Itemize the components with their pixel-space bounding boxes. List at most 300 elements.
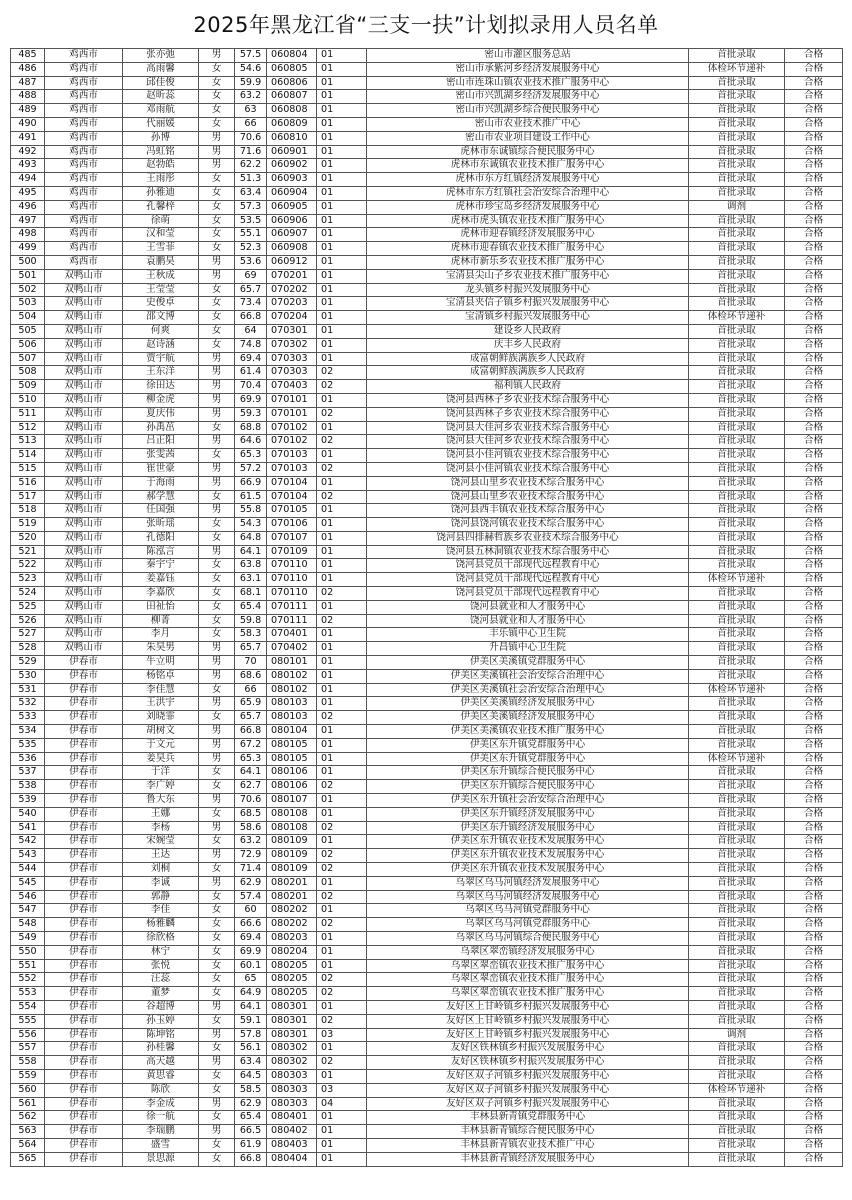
- name-cell: 柳菁: [123, 614, 199, 628]
- unit-cell: 伊美区东升镇农业技术发展服务中心: [367, 849, 689, 863]
- gender-cell: 女: [199, 90, 235, 104]
- gender-cell: 女: [199, 449, 235, 463]
- city-cell: 伊春市: [45, 1138, 123, 1152]
- post-seq-cell: 02: [317, 973, 367, 987]
- city-cell: 双鸭山市: [45, 407, 123, 421]
- result-cell: 合格: [785, 269, 843, 283]
- unit-cell: 密山市农业技术推广中心: [367, 117, 689, 131]
- gender-cell: 女: [199, 890, 235, 904]
- result-cell: 合格: [785, 780, 843, 794]
- score-cell: 63.2: [235, 90, 267, 104]
- result-cell: 合格: [785, 145, 843, 159]
- result-cell: 合格: [785, 1083, 843, 1097]
- post-seq-cell: 01: [317, 1042, 367, 1056]
- name-cell: 王达: [123, 849, 199, 863]
- post-code-cell: 060908: [267, 242, 317, 256]
- table-row: [11, 1028, 843, 1042]
- city-cell: 双鸭山市: [45, 628, 123, 642]
- city-cell: 双鸭山市: [45, 573, 123, 587]
- unit-cell: 虎林市东诚镇综合便民服务中心: [367, 145, 689, 159]
- post-code-cell: 060903: [267, 173, 317, 187]
- city-cell: 鸡西市: [45, 104, 123, 118]
- post-code-cell: 080201: [267, 876, 317, 890]
- post-code-cell: 060807: [267, 90, 317, 104]
- post-code-cell: 070110: [267, 587, 317, 601]
- serial-cell: 562: [11, 1111, 45, 1125]
- status-cell: 首批录取: [689, 255, 785, 269]
- city-cell: 伊春市: [45, 890, 123, 904]
- name-cell: 李佳: [123, 904, 199, 918]
- score-cell: 64.5: [235, 1069, 267, 1083]
- unit-cell: 伊美区美溪镇党群服务中心: [367, 656, 689, 670]
- city-cell: 双鸭山市: [45, 352, 123, 366]
- unit-cell: 伊美区东升镇农业技术发展服务中心: [367, 835, 689, 849]
- serial-cell: 559: [11, 1069, 45, 1083]
- gender-cell: 男: [199, 1097, 235, 1111]
- result-cell: 合格: [785, 807, 843, 821]
- score-cell: 58.5: [235, 1083, 267, 1097]
- unit-cell: 饶河县党员干部现代远程教育中心: [367, 559, 689, 573]
- status-cell: 首批录取: [689, 1014, 785, 1028]
- gender-cell: 女: [199, 173, 235, 187]
- result-cell: 合格: [785, 725, 843, 739]
- result-cell: 合格: [785, 49, 843, 63]
- post-code-cell: 060805: [267, 62, 317, 76]
- score-cell: 64.8: [235, 531, 267, 545]
- score-cell: 57.5: [235, 49, 267, 63]
- post-seq-cell: 01: [317, 421, 367, 435]
- post-seq-cell: 01: [317, 90, 367, 104]
- status-cell: 首批录取: [689, 697, 785, 711]
- status-cell: 首批录取: [689, 766, 785, 780]
- score-cell: 67.2: [235, 738, 267, 752]
- score-cell: 64.1: [235, 1000, 267, 1014]
- status-cell: 体检环节递补: [689, 683, 785, 697]
- unit-cell: 伊美区东升镇综合便民服务中心: [367, 766, 689, 780]
- city-cell: 双鸭山市: [45, 531, 123, 545]
- table-row: [11, 1152, 843, 1166]
- unit-cell: 密山市兴凯湖乡综合便民服务中心: [367, 104, 689, 118]
- gender-cell: 男: [199, 752, 235, 766]
- gender-cell: 女: [199, 918, 235, 932]
- post-seq-cell: 01: [317, 1125, 367, 1139]
- table-row: [11, 794, 843, 808]
- post-seq-cell: 01: [317, 835, 367, 849]
- city-cell: 鸡西市: [45, 90, 123, 104]
- city-cell: 伊春市: [45, 766, 123, 780]
- name-cell: 于海雨: [123, 476, 199, 490]
- table-row: [11, 1125, 843, 1139]
- name-cell: 李广婷: [123, 780, 199, 794]
- gender-cell: 女: [199, 104, 235, 118]
- gender-cell: 女: [199, 1014, 235, 1028]
- post-code-cell: 070402: [267, 642, 317, 656]
- table-row: [11, 766, 843, 780]
- city-cell: 鸡西市: [45, 62, 123, 76]
- post-code-cell: 080404: [267, 1152, 317, 1166]
- gender-cell: 女: [199, 283, 235, 297]
- serial-cell: 546: [11, 890, 45, 904]
- table-row: [11, 324, 843, 338]
- unit-cell: 密山市农业项目建设工作中心: [367, 131, 689, 145]
- score-cell: 69.4: [235, 352, 267, 366]
- status-cell: 调剂: [689, 200, 785, 214]
- table-row: [11, 117, 843, 131]
- city-cell: 双鸭山市: [45, 476, 123, 490]
- post-code-cell: 080202: [267, 918, 317, 932]
- gender-cell: 女: [199, 835, 235, 849]
- score-cell: 64.6: [235, 435, 267, 449]
- status-cell: 首批录取: [689, 324, 785, 338]
- serial-cell: 505: [11, 324, 45, 338]
- name-cell: 夏庆伟: [123, 407, 199, 421]
- gender-cell: 男: [199, 669, 235, 683]
- post-seq-cell: 01: [317, 669, 367, 683]
- result-cell: 合格: [785, 324, 843, 338]
- gender-cell: 女: [199, 600, 235, 614]
- gender-cell: 男: [199, 255, 235, 269]
- result-cell: 合格: [785, 1152, 843, 1166]
- unit-cell: 乌翠区乌马河镇党群服务中心: [367, 904, 689, 918]
- status-cell: 首批录取: [689, 352, 785, 366]
- name-cell: 崔世豪: [123, 462, 199, 476]
- city-cell: 鸡西市: [45, 200, 123, 214]
- status-cell: 首批录取: [689, 297, 785, 311]
- post-seq-cell: 01: [317, 794, 367, 808]
- post-seq-cell: 01: [317, 683, 367, 697]
- result-cell: 合格: [785, 186, 843, 200]
- name-cell: 张昕瑶: [123, 518, 199, 532]
- gender-cell: 女: [199, 76, 235, 90]
- gender-cell: 女: [199, 807, 235, 821]
- result-cell: 合格: [785, 200, 843, 214]
- serial-cell: 511: [11, 407, 45, 421]
- result-cell: 合格: [785, 490, 843, 504]
- post-seq-cell: 01: [317, 518, 367, 532]
- unit-cell: 福利镇人民政府: [367, 380, 689, 394]
- score-cell: 62.7: [235, 780, 267, 794]
- score-cell: 53.6: [235, 255, 267, 269]
- status-cell: 首批录取: [689, 1138, 785, 1152]
- city-cell: 双鸭山市: [45, 393, 123, 407]
- serial-cell: 542: [11, 835, 45, 849]
- post-seq-cell: 01: [317, 531, 367, 545]
- unit-cell: 饶河县就业和人才服务中心: [367, 600, 689, 614]
- score-cell: 51.3: [235, 173, 267, 187]
- city-cell: 双鸭山市: [45, 504, 123, 518]
- post-seq-cell: 02: [317, 821, 367, 835]
- post-code-cell: 080302: [267, 1056, 317, 1070]
- result-cell: 合格: [785, 794, 843, 808]
- result-cell: 合格: [785, 159, 843, 173]
- table-row: [11, 283, 843, 297]
- post-seq-cell: 01: [317, 200, 367, 214]
- city-cell: 伊春市: [45, 1069, 123, 1083]
- post-seq-cell: 02: [317, 462, 367, 476]
- score-cell: 65.7: [235, 642, 267, 656]
- table-row: [11, 876, 843, 890]
- gender-cell: 男: [199, 352, 235, 366]
- score-cell: 59.1: [235, 1014, 267, 1028]
- post-seq-cell: 01: [317, 628, 367, 642]
- post-seq-cell: 02: [317, 918, 367, 932]
- post-code-cell: 070111: [267, 600, 317, 614]
- serial-cell: 523: [11, 573, 45, 587]
- name-cell: 李嘉欣: [123, 587, 199, 601]
- score-cell: 57.3: [235, 200, 267, 214]
- gender-cell: 女: [199, 297, 235, 311]
- city-cell: 鸡西市: [45, 49, 123, 63]
- serial-cell: 489: [11, 104, 45, 118]
- post-seq-cell: 01: [317, 876, 367, 890]
- table-row: [11, 890, 843, 904]
- serial-cell: 550: [11, 945, 45, 959]
- unit-cell: 乌翠区翠峦镇农业技术推广服务中心: [367, 973, 689, 987]
- unit-cell: 伊美区东升镇社会治安综合治理中心: [367, 794, 689, 808]
- score-cell: 69.9: [235, 945, 267, 959]
- gender-cell: 女: [199, 614, 235, 628]
- name-cell: 陈欣: [123, 1083, 199, 1097]
- name-cell: 孙博: [123, 131, 199, 145]
- serial-cell: 514: [11, 449, 45, 463]
- serial-cell: 495: [11, 186, 45, 200]
- status-cell: 首批录取: [689, 973, 785, 987]
- post-seq-cell: 01: [317, 131, 367, 145]
- table-row: [11, 76, 843, 90]
- post-code-cell: 060907: [267, 228, 317, 242]
- serial-cell: 554: [11, 1000, 45, 1014]
- city-cell: 伊春市: [45, 738, 123, 752]
- post-code-cell: 060905: [267, 200, 317, 214]
- serial-cell: 563: [11, 1125, 45, 1139]
- name-cell: 史俊卓: [123, 297, 199, 311]
- status-cell: 首批录取: [689, 449, 785, 463]
- gender-cell: 男: [199, 435, 235, 449]
- name-cell: 杨雅麟: [123, 918, 199, 932]
- table-row: [11, 380, 843, 394]
- unit-cell: 乌翠区乌马河镇经济发展服务中心: [367, 890, 689, 904]
- gender-cell: 女: [199, 573, 235, 587]
- table-row: [11, 642, 843, 656]
- post-code-cell: 080203: [267, 932, 317, 946]
- status-cell: 首批录取: [689, 476, 785, 490]
- result-cell: 合格: [785, 642, 843, 656]
- unit-cell: 友好区铁林镇乡村振兴发展服务中心: [367, 1056, 689, 1070]
- post-code-cell: 060902: [267, 159, 317, 173]
- unit-cell: 丰林县新青镇经济发展服务中心: [367, 1152, 689, 1166]
- table-row: [11, 1083, 843, 1097]
- post-code-cell: 080105: [267, 752, 317, 766]
- name-cell: 孙玉婷: [123, 1014, 199, 1028]
- post-seq-cell: 01: [317, 324, 367, 338]
- result-cell: 合格: [785, 393, 843, 407]
- city-cell: 鸡西市: [45, 228, 123, 242]
- name-cell: 王雪菲: [123, 242, 199, 256]
- status-cell: 首批录取: [689, 821, 785, 835]
- serial-cell: 540: [11, 807, 45, 821]
- result-cell: 合格: [785, 849, 843, 863]
- post-seq-cell: 01: [317, 393, 367, 407]
- serial-cell: 507: [11, 352, 45, 366]
- post-seq-cell: 01: [317, 904, 367, 918]
- score-cell: 69: [235, 269, 267, 283]
- post-seq-cell: 01: [317, 752, 367, 766]
- name-cell: 朱昊男: [123, 642, 199, 656]
- table-row: [11, 669, 843, 683]
- table-row: [11, 697, 843, 711]
- post-code-cell: 080105: [267, 738, 317, 752]
- result-cell: 合格: [785, 697, 843, 711]
- unit-cell: 友好区上甘岭镇乡村振兴发展服务中心: [367, 1000, 689, 1014]
- name-cell: 赵昕蕊: [123, 90, 199, 104]
- unit-cell: 乌翠区翠峦镇经济发展服务中心: [367, 945, 689, 959]
- unit-cell: 升昌镇中心卫生院: [367, 642, 689, 656]
- post-code-cell: 070110: [267, 559, 317, 573]
- gender-cell: 女: [199, 228, 235, 242]
- unit-cell: 饶河县西林子乡农业技术综合服务中心: [367, 393, 689, 407]
- status-cell: 调剂: [689, 1028, 785, 1042]
- table-row: [11, 780, 843, 794]
- city-cell: 伊春市: [45, 835, 123, 849]
- post-seq-cell: 02: [317, 1014, 367, 1028]
- serial-cell: 490: [11, 117, 45, 131]
- post-seq-cell: 01: [317, 49, 367, 63]
- city-cell: 双鸭山市: [45, 435, 123, 449]
- post-code-cell: 070104: [267, 476, 317, 490]
- score-cell: 64.1: [235, 766, 267, 780]
- unit-cell: 丰林县新青镇农业技术推广中心: [367, 1138, 689, 1152]
- gender-cell: 男: [199, 876, 235, 890]
- score-cell: 53.5: [235, 214, 267, 228]
- name-cell: 汪蕊: [123, 973, 199, 987]
- post-code-cell: 070101: [267, 393, 317, 407]
- gender-cell: 女: [199, 987, 235, 1001]
- result-cell: 合格: [785, 518, 843, 532]
- score-cell: 55.8: [235, 504, 267, 518]
- name-cell: 李瑞鹏: [123, 1125, 199, 1139]
- unit-cell: 伊美区美溪镇农业技术推广服务中心: [367, 725, 689, 739]
- gender-cell: 女: [199, 214, 235, 228]
- post-code-cell: 080107: [267, 794, 317, 808]
- post-code-cell: 080301: [267, 1028, 317, 1042]
- post-seq-cell: 01: [317, 297, 367, 311]
- page-title: 2025年黑龙江省“三支一扶”计划拟录用人员名单: [193, 13, 659, 37]
- gender-cell: 男: [199, 697, 235, 711]
- unit-cell: 虎林市东方红镇社会治安综合治理中心: [367, 186, 689, 200]
- table-row: [11, 159, 843, 173]
- unit-cell: 宝清县夹信子镇乡村振兴发展服务中心: [367, 297, 689, 311]
- status-cell: 首批录取: [689, 876, 785, 890]
- score-cell: 73.4: [235, 297, 267, 311]
- serial-cell: 556: [11, 1028, 45, 1042]
- score-cell: 63.8: [235, 559, 267, 573]
- table-row: [11, 214, 843, 228]
- city-cell: 伊春市: [45, 876, 123, 890]
- status-cell: 首批录取: [689, 421, 785, 435]
- result-cell: 合格: [785, 959, 843, 973]
- status-cell: 首批录取: [689, 49, 785, 63]
- city-cell: 伊春市: [45, 1097, 123, 1111]
- unit-cell: 饶河县饶河镇农业技术综合服务中心: [367, 518, 689, 532]
- post-seq-cell: 01: [317, 559, 367, 573]
- city-cell: 伊春市: [45, 1111, 123, 1125]
- city-cell: 鸡西市: [45, 145, 123, 159]
- name-cell: 冯虹铭: [123, 145, 199, 159]
- score-cell: 61.5: [235, 490, 267, 504]
- status-cell: 首批录取: [689, 76, 785, 90]
- score-cell: 59.8: [235, 614, 267, 628]
- status-cell: 首批录取: [689, 283, 785, 297]
- score-cell: 64.1: [235, 545, 267, 559]
- city-cell: 双鸭山市: [45, 421, 123, 435]
- post-code-cell: 060904: [267, 186, 317, 200]
- city-cell: 鸡西市: [45, 117, 123, 131]
- status-cell: 首批录取: [689, 269, 785, 283]
- name-cell: 赵勃皓: [123, 159, 199, 173]
- post-code-cell: 060804: [267, 49, 317, 63]
- post-seq-cell: 02: [317, 780, 367, 794]
- unit-cell: 饶河县小佳河镇农业技术综合服务中心: [367, 449, 689, 463]
- post-seq-cell: 02: [317, 890, 367, 904]
- city-cell: 伊春市: [45, 711, 123, 725]
- score-cell: 65.4: [235, 600, 267, 614]
- unit-cell: 乌翠区翠峦镇农业技术推广服务中心: [367, 959, 689, 973]
- gender-cell: 男: [199, 725, 235, 739]
- post-seq-cell: 01: [317, 600, 367, 614]
- city-cell: 伊春市: [45, 683, 123, 697]
- status-cell: 首批录取: [689, 780, 785, 794]
- status-cell: 体检环节递补: [689, 1083, 785, 1097]
- post-code-cell: 080104: [267, 725, 317, 739]
- city-cell: 双鸭山市: [45, 269, 123, 283]
- score-cell: 64: [235, 324, 267, 338]
- table-row: [11, 1138, 843, 1152]
- gender-cell: 女: [199, 587, 235, 601]
- serial-cell: 557: [11, 1042, 45, 1056]
- score-cell: 60: [235, 904, 267, 918]
- serial-cell: 560: [11, 1083, 45, 1097]
- gender-cell: 女: [199, 683, 235, 697]
- status-cell: 首批录取: [689, 987, 785, 1001]
- serial-cell: 558: [11, 1056, 45, 1070]
- result-cell: 合格: [785, 904, 843, 918]
- gender-cell: 女: [199, 863, 235, 877]
- score-cell: 57.8: [235, 1028, 267, 1042]
- result-cell: 合格: [785, 821, 843, 835]
- result-cell: 合格: [785, 987, 843, 1001]
- table-row: [11, 545, 843, 559]
- status-cell: 首批录取: [689, 656, 785, 670]
- serial-cell: 533: [11, 711, 45, 725]
- status-cell: 首批录取: [689, 504, 785, 518]
- serial-cell: 541: [11, 821, 45, 835]
- unit-cell: 友好区双子河镇乡村振兴发展服务中心: [367, 1083, 689, 1097]
- unit-cell: 乌翠区乌马河镇党群服务中心: [367, 918, 689, 932]
- serial-cell: 502: [11, 283, 45, 297]
- post-seq-cell: 01: [317, 449, 367, 463]
- table-row: [11, 173, 843, 187]
- result-cell: 合格: [785, 504, 843, 518]
- name-cell: 孔馨梓: [123, 200, 199, 214]
- table-row: [11, 973, 843, 987]
- post-seq-cell: 01: [317, 476, 367, 490]
- name-cell: 王东洋: [123, 366, 199, 380]
- gender-cell: 女: [199, 1138, 235, 1152]
- status-cell: 体检环节递补: [689, 311, 785, 325]
- unit-cell: 密山市连珠山镇农业技术推广服务中心: [367, 76, 689, 90]
- city-cell: 伊春市: [45, 904, 123, 918]
- name-cell: 贾宇航: [123, 352, 199, 366]
